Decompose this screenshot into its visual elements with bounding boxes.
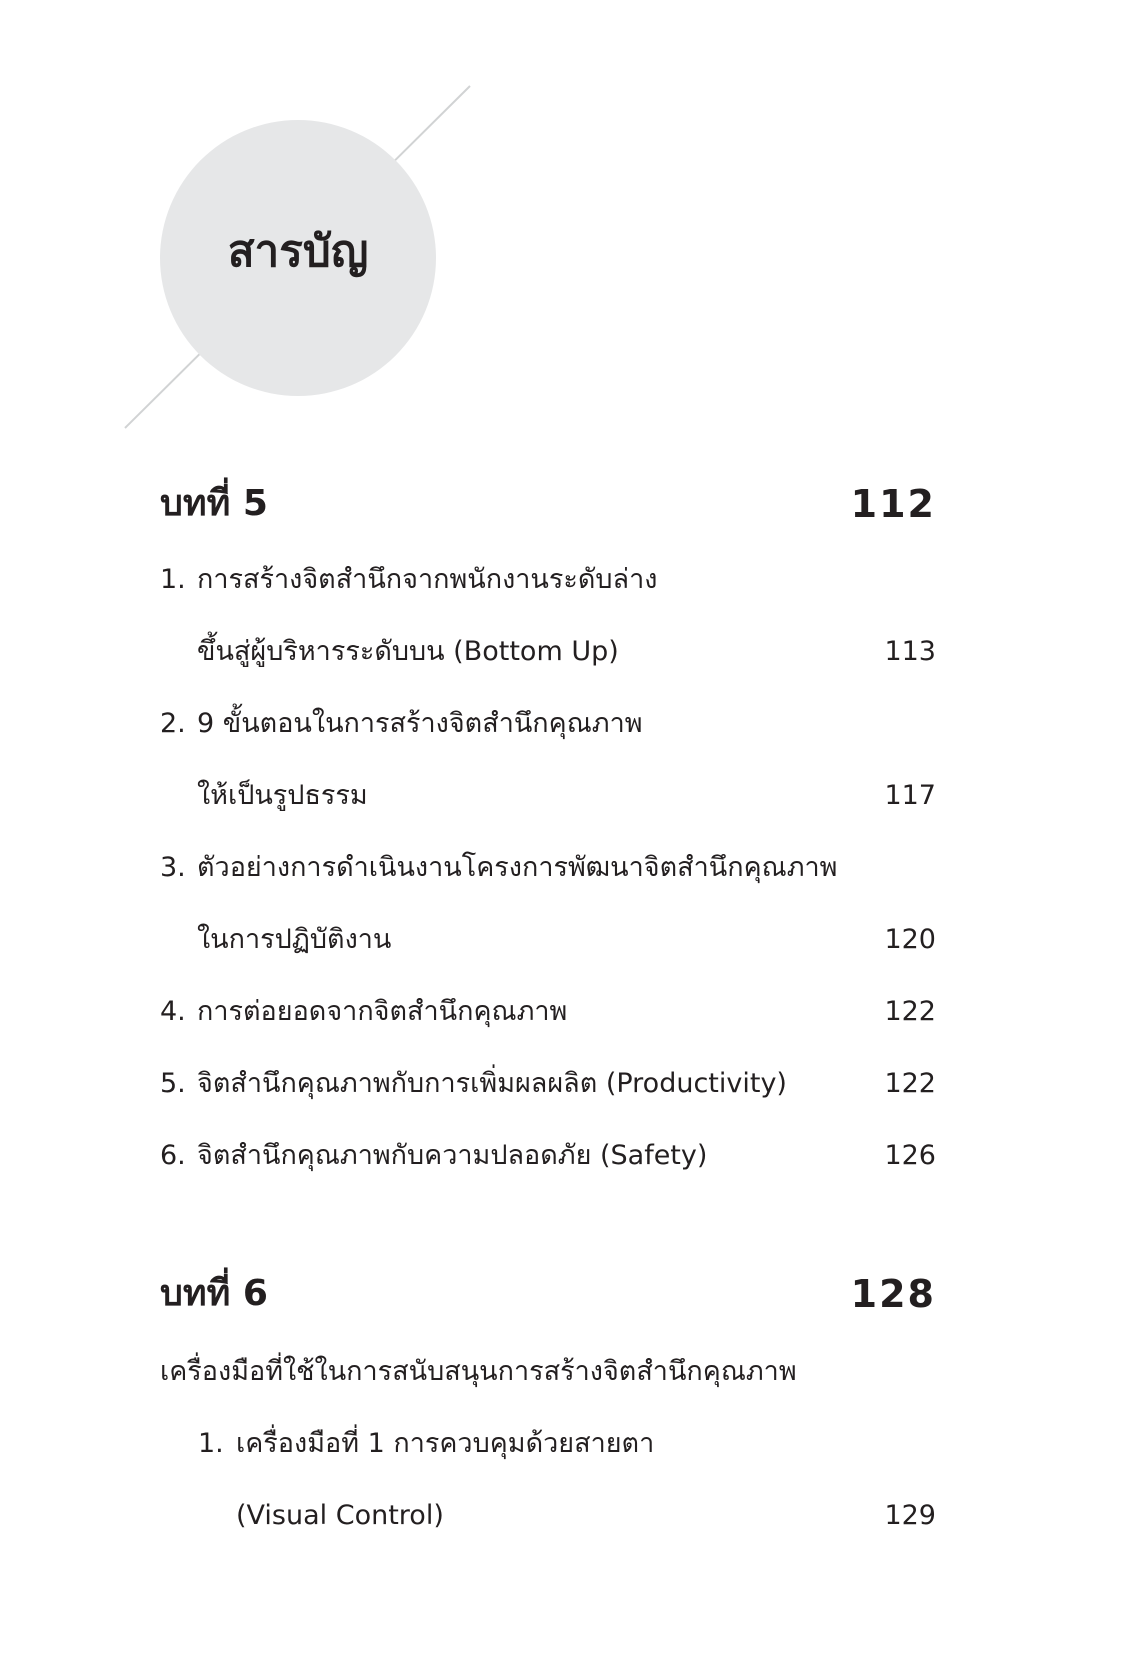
item-page-number: 120 <box>884 924 936 955</box>
item-text: เครื่องมือที่ 1 การควบคุมด้วยสายตา <box>236 1428 655 1459</box>
page-title: สารบัญ <box>227 226 369 277</box>
chapter-page-number: 128 <box>850 1272 936 1316</box>
item-page-number: 117 <box>884 780 936 811</box>
item-number: 2. <box>160 708 186 739</box>
toc-item-6-1-cont <box>160 1492 936 1540</box>
toc-item-6-1 <box>160 1420 936 1468</box>
item-page-number: 113 <box>884 636 936 667</box>
item-page-number: 122 <box>884 1068 936 1099</box>
item-number: 5. <box>160 1068 186 1099</box>
item-number: 3. <box>160 852 186 883</box>
toc-item-5-3-cont <box>160 916 936 964</box>
item-text: การสร้างจิตสำนึกจากพนักงานระดับล่าง <box>197 564 658 595</box>
toc-item-5-5 <box>160 1060 936 1108</box>
toc-item-5-6 <box>160 1132 936 1180</box>
chapter-5-heading <box>160 474 936 534</box>
item-text: จิตสำนึกคุณภาพกับการเพิ่มผลผลิต (Productivity) <box>197 1068 787 1099</box>
toc-item-5-4 <box>160 988 936 1036</box>
item-page-number: 129 <box>884 1500 936 1531</box>
chapter-6-subtitle <box>160 1348 936 1396</box>
chapter-6-heading <box>160 1264 936 1324</box>
item-number: 6. <box>160 1140 186 1171</box>
item-number: 1. <box>198 1428 224 1459</box>
chapter-title: บทที่ 5 <box>160 483 268 524</box>
item-text: จิตสำนึกคุณภาพกับความปลอดภัย (Safety) <box>197 1140 708 1171</box>
item-text: การต่อยอดจากจิตสำนึกคุณภาพ <box>197 996 568 1027</box>
item-text-cont: ขึ้นสู่ผู้บริหารระดับบน (Bottom Up) <box>197 636 619 667</box>
item-page-number: 122 <box>884 996 936 1027</box>
toc-item-5-1-cont <box>160 628 936 676</box>
toc-item-5-3 <box>160 844 936 892</box>
toc-item-5-1 <box>160 556 936 604</box>
item-text-cont: ในการปฏิบัติงาน <box>197 924 392 955</box>
item-number: 1. <box>160 564 186 595</box>
item-text: ตัวอย่างการดำเนินงานโครงการพัฒนาจิตสำนึกคุณภาพ <box>197 852 838 883</box>
item-text: 9 ขั้นตอนในการสร้างจิตสำนึกคุณภาพ <box>197 708 643 739</box>
chapter-subtitle: เครื่องมือที่ใช้ในการสนับสนุนการสร้างจิตสำนึกคุณภาพ <box>160 1356 797 1387</box>
chapter-page-number: 112 <box>850 482 936 526</box>
item-text-cont: ให้เป็นรูปธรรม <box>197 780 368 811</box>
chapter-title: บทที่ 6 <box>160 1273 268 1314</box>
item-page-number: 126 <box>884 1140 936 1171</box>
item-text-cont: (Visual Control) <box>236 1500 444 1531</box>
item-number: 4. <box>160 996 186 1027</box>
toc-item-5-2 <box>160 700 936 748</box>
toc-item-5-2-cont <box>160 772 936 820</box>
